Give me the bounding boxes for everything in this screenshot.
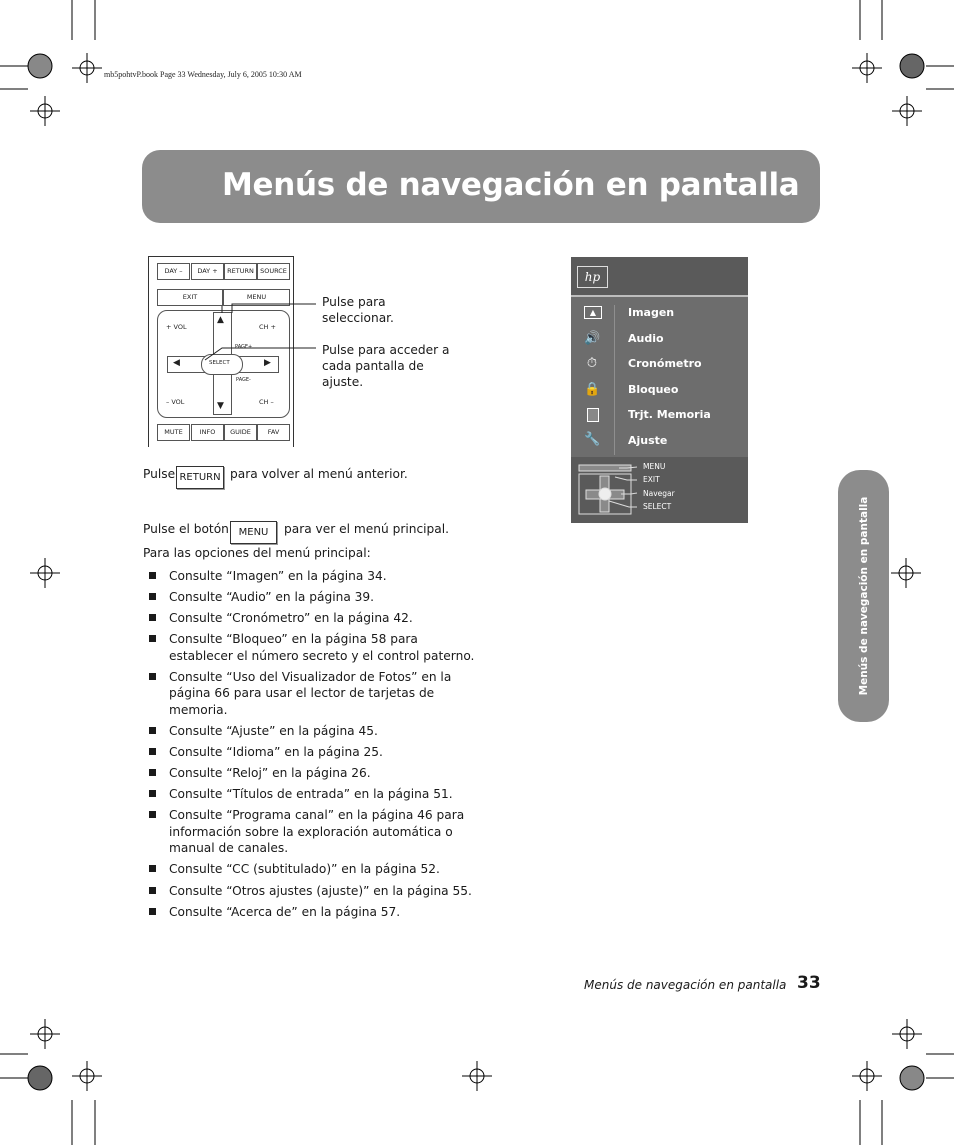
legend-exit: EXIT: [643, 475, 660, 484]
tv-menu-item-imagen: Imagen: [628, 306, 675, 319]
remote-button-return: RETURN: [224, 263, 257, 280]
return-text-after: para volver al menú anterior.: [230, 467, 408, 481]
remote-button-menu: MENU: [223, 289, 290, 306]
footer-title: Menús de navegación en pantalla: [584, 978, 787, 992]
list-item: Consulte “Audio” en la página 39.: [148, 589, 478, 606]
hp-logo: hp: [577, 266, 608, 288]
page-number: 33: [797, 973, 821, 993]
remote-arrow-right: ▶: [264, 358, 271, 368]
tv-menu-header: [571, 257, 748, 297]
speaker-icon: 🔊: [584, 331, 601, 346]
remote-page-down-label: PAGE-: [236, 377, 251, 383]
remote-button-guide: GUIDE: [224, 424, 257, 441]
list-item: Consulte “Cronómetro” en la página 42.: [148, 610, 478, 627]
side-tab-label: Menús de navegación en pantalla: [858, 496, 870, 696]
page-title: Menús de navegación en pantalla: [222, 167, 800, 203]
menu-button-illustration: MENU: [230, 521, 277, 544]
picture-icon: ▲: [584, 306, 602, 319]
menu-text-after: para ver el menú principal.: [284, 522, 450, 536]
tv-menu-item-memoria: Trjt. Memoria: [628, 408, 711, 421]
return-text-before: Pulse: [143, 467, 176, 481]
options-list: [148, 568, 478, 925]
list-item: Consulte “Programa canal” en la página 46 para información sobre la exploración automática o manual de canales.: [148, 807, 478, 857]
memory-card-icon: [587, 408, 599, 422]
list-item: Consulte “Acerca de” en la página 57.: [148, 904, 478, 921]
list-item: Consulte “Imagen” en la página 34.: [148, 568, 478, 585]
remote-illustration: [148, 256, 294, 447]
remote-select-label: SELECT: [209, 360, 230, 366]
remote-button-day-minus: DAY –: [157, 263, 190, 280]
list-item: Consulte “Ajuste” en la página 45.: [148, 723, 478, 740]
tv-menu-divider: [614, 305, 615, 455]
remote-arrow-left: ◀: [173, 358, 180, 368]
menu-text-before: Pulse el botón: [143, 522, 229, 536]
remote-button-mute: MUTE: [157, 424, 190, 441]
tv-menu-legend: [571, 457, 748, 523]
remote-button-day-plus: DAY +: [191, 263, 224, 280]
lock-icon: 🔒: [584, 382, 601, 397]
list-item: Consulte “CC (subtitulado)” en la página 52.: [148, 861, 478, 878]
remote-arrow-down: ▼: [217, 401, 224, 411]
remote-arrow-up: ▲: [217, 315, 224, 325]
tv-menu-illustration: [571, 257, 748, 523]
tv-menu-item-bloqueo: Bloqueo: [628, 383, 679, 396]
list-item: Consulte “Otros ajustes (ajuste)” en la página 55.: [148, 883, 478, 900]
remote-button-source: SOURCE: [257, 263, 290, 280]
tv-menu-item-ajuste: Ajuste: [628, 434, 668, 447]
tv-menu-item-audio: Audio: [628, 332, 664, 345]
remote-page-up-label: PAGE+: [235, 344, 253, 350]
remote-ch-down-label: CH –: [259, 398, 274, 406]
legend-select: SELECT: [643, 502, 672, 511]
timer-icon: ⏱: [586, 356, 598, 371]
remote-ch-up-label: CH +: [259, 323, 276, 331]
wrench-icon: 🔧: [584, 432, 601, 447]
tv-menu-item-cronometro: Cronómetro: [628, 357, 702, 370]
list-item: Consulte “Títulos de entrada” en la página 51.: [148, 786, 478, 803]
print-header: mb5pohtvP.book Page 33 Wednesday, July 6, 2005 10:30 AM: [104, 70, 302, 79]
callout-select: Pulse para seleccionar.: [322, 295, 394, 325]
remote-vol-down-label: – VOL: [166, 398, 185, 406]
options-intro: Para las opciones del menú principal:: [143, 546, 371, 560]
remote-vol-up-label: + VOL: [166, 323, 187, 331]
list-item: Consulte “Reloj” en la página 26.: [148, 765, 478, 782]
list-item: Consulte “Bloqueo” en la página 58 para establecer el número secreto y el control paterno.: [148, 631, 478, 664]
legend-menu: MENU: [643, 462, 666, 471]
remote-button-info: INFO: [191, 424, 224, 441]
remote-button-exit: EXIT: [157, 289, 223, 306]
remote-button-fav: FAV: [257, 424, 290, 441]
callout-arrows: Pulse para acceder a cada pantalla de ajuste.: [322, 343, 450, 389]
list-item: Consulte “Uso del Visualizador de Fotos” en la página 66 para usar el lector de tarjetas de memoria.: [148, 669, 478, 719]
list-item: Consulte “Idioma” en la página 25.: [148, 744, 478, 761]
legend-navegar: Navegar: [643, 489, 675, 498]
return-button-illustration: RETURN: [176, 466, 224, 489]
